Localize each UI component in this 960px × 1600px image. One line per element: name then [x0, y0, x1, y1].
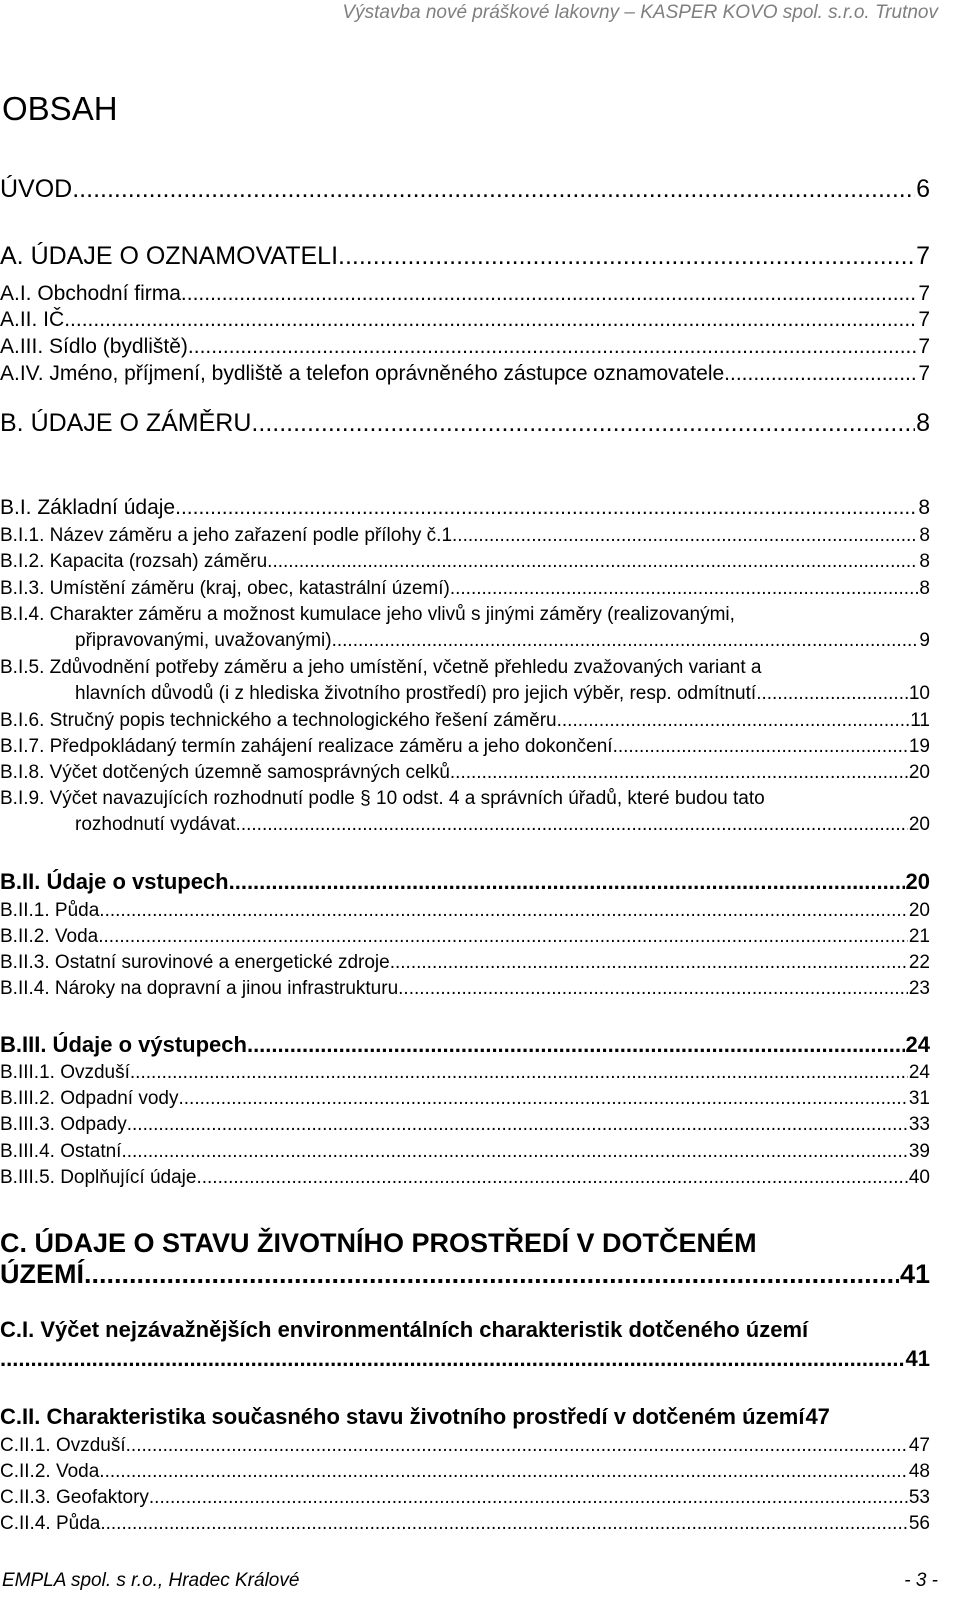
toc-page-number: 48: [908, 1461, 930, 1482]
toc-label: A.II. IČ: [0, 308, 65, 331]
dot-leader: [332, 630, 919, 652]
toc-label-first-line: C.I. Výčet nejzávažnějších environmentálních charakteristik dotčeného území: [0, 1317, 809, 1342]
dot-leader: [267, 551, 918, 573]
toc-page-number: 24: [905, 1032, 930, 1057]
toc-entry-b-i[interactable]: [0, 496, 930, 520]
toc-entry-c-ii-4[interactable]: [0, 1513, 930, 1535]
toc-page-number: 11: [910, 710, 930, 731]
toc-label: A.I. Obchodní firma: [0, 282, 181, 305]
toc-entry-b-iii-5[interactable]: [0, 1167, 930, 1189]
toc-page-number: 56: [908, 1513, 930, 1534]
dot-leader: [450, 578, 919, 600]
dot-leader: [99, 900, 908, 922]
toc-page-number: 22: [908, 952, 930, 973]
toc-entry-b-ii-2[interactable]: [0, 926, 930, 948]
toc-entry-c-i[interactable]: [0, 1317, 930, 1372]
toc-label: B.I.8. Výčet dotčených územně samosprávných celků: [0, 762, 450, 783]
toc-page-number: 23: [908, 978, 930, 999]
footer-page-number: - 3 -: [904, 1570, 938, 1591]
toc-entry-b-ii-1[interactable]: [0, 900, 930, 922]
toc-label-first-line: B.I.4. Charakter záměru a možnost kumulace jeho vlivů s jinými záměry (realizovanými,: [0, 604, 735, 625]
toc-page-number: 7: [916, 242, 930, 270]
toc-entry-a-iii[interactable]: [0, 335, 930, 359]
toc-entry-b-iii-2[interactable]: [0, 1088, 930, 1110]
toc-entry-c-ii-3[interactable]: [0, 1487, 930, 1509]
dot-leader: [450, 762, 908, 784]
toc-page-number: 31: [908, 1088, 930, 1109]
toc-entry-b-iii[interactable]: [0, 1032, 930, 1058]
dot-leader: [724, 362, 917, 386]
toc-label: B.III. Údaje o výstupech: [0, 1032, 247, 1057]
toc-label: B.I.3. Umístění záměru (kraj, obec, katastrální území): [0, 578, 450, 599]
toc-page-number: 19: [908, 736, 930, 757]
dot-leader: [130, 1062, 908, 1084]
toc-label: B.III.1. Ovzduší: [0, 1062, 130, 1083]
toc-page-number: 7: [918, 362, 930, 385]
toc-label: A. ÚDAJE O OZNAMOVATELI: [0, 242, 339, 270]
toc-page-number: 7: [918, 308, 930, 331]
toc-entry-c[interactable]: [0, 1228, 930, 1290]
toc-entry-c-ii-2[interactable]: [0, 1461, 930, 1483]
toc-label-first-line: C. ÚDAJE O STAVU ŽIVOTNÍHO PROSTŘEDÍ V DOTČENÉM: [0, 1228, 757, 1258]
dot-leader: [251, 409, 915, 438]
toc-page-number: 10: [908, 683, 930, 704]
toc-label: B.I.6. Stručný popis technického a technologického řešení záměru: [0, 710, 557, 731]
dot-leader: [149, 1487, 908, 1509]
toc-entry-b[interactable]: [0, 409, 930, 438]
toc-entry-b-i-1[interactable]: [0, 525, 930, 547]
toc-label: rozhodnutí vydávat: [75, 814, 236, 835]
toc-page-number: 21: [908, 926, 930, 947]
toc-page-number: 47: [805, 1404, 830, 1429]
dot-leader: [613, 736, 908, 758]
toc-label: B.II.3. Ostatní surovinové a energetické zdroje: [0, 952, 390, 973]
toc-entry-b-ii-3[interactable]: [0, 952, 930, 974]
toc-entry-b-ii-4[interactable]: [0, 978, 930, 1000]
dot-leader: [236, 814, 908, 836]
toc-entry-b-i-3[interactable]: [0, 578, 930, 600]
toc-label: C.II. Charakteristika současného stavu životního prostředí v dotčeném území: [0, 1404, 805, 1429]
toc-entry-b-iii-4[interactable]: [0, 1141, 930, 1163]
dot-leader: [229, 869, 905, 895]
toc-label: B.III.2. Odpadní vody: [0, 1088, 179, 1109]
dot-leader: [756, 683, 908, 705]
toc-page-number: 20: [905, 869, 930, 894]
toc-label: B.III.5. Doplňující údaje: [0, 1167, 197, 1188]
toc-entry-b-iii-3[interactable]: [0, 1114, 930, 1136]
dot-leader: [84, 1259, 899, 1290]
dot-leader: [175, 496, 917, 520]
toc-entry-b-i-5[interactable]: [0, 657, 930, 705]
toc-label: B.II.2. Voda: [0, 926, 99, 947]
toc-label: C.II.4. Půda: [0, 1513, 101, 1534]
toc-entry-c-ii[interactable]: [0, 1404, 930, 1430]
toc-entry-a-i[interactable]: [0, 282, 930, 306]
toc-label: B.II.1. Půda: [0, 900, 100, 921]
dot-leader: [338, 242, 915, 271]
toc-label: B.I.1. Název záměru a jeho zařazení podle přílohy č.1: [0, 525, 453, 546]
toc-page-number: 33: [908, 1114, 930, 1135]
dot-leader: [72, 175, 915, 204]
toc-page-number: 20: [908, 762, 930, 783]
toc-label-first-line: B.I.5. Zdůvodnění potřeby záměru a jeho umístění, včetně přehledu zvažovaných variant a: [0, 657, 762, 678]
toc-page-number: 8: [918, 496, 930, 519]
toc-entry-b-iii-1[interactable]: [0, 1062, 930, 1084]
dot-leader: [188, 335, 917, 359]
dot-leader: [196, 1167, 907, 1189]
toc-label: připravovanými, uvažovanými): [75, 630, 332, 651]
toc-page-number: 20: [908, 814, 930, 835]
toc-entry-b-i-9[interactable]: [0, 788, 930, 836]
toc-entry-a[interactable]: [0, 242, 930, 271]
toc-page-number: 47: [908, 1435, 930, 1456]
toc-label: hlavních důvodů (i z hlediska životního prostředí) pro jejich výběr, resp. odmítnutí: [75, 683, 757, 704]
dot-leader: [121, 1141, 907, 1163]
toc-entry-b-i-8[interactable]: [0, 762, 930, 784]
toc-page-number: 7: [918, 282, 930, 305]
toc-entry-b-i-4[interactable]: [0, 604, 930, 652]
toc-page-number: 8: [916, 409, 930, 437]
dot-leader: [179, 1088, 908, 1110]
toc-label: A.III. Sídlo (bydliště): [0, 335, 188, 358]
dot-leader: [100, 1513, 908, 1535]
toc-page-number: 41: [899, 1259, 930, 1289]
dot-leader: [390, 952, 908, 974]
toc-page-number: 6: [916, 175, 930, 203]
dot-leader: [247, 1032, 905, 1058]
toc-label: B.III.3. Odpady: [0, 1114, 127, 1135]
toc-page-number: 41: [905, 1346, 930, 1371]
dot-leader: [181, 282, 917, 306]
toc-entry-b-ii[interactable]: [0, 869, 930, 895]
dot-leader: [452, 525, 918, 547]
toc-label: B.I. Základní údaje: [0, 496, 176, 519]
toc-label: B.I.2. Kapacita (rozsah) záměru: [0, 551, 268, 572]
toc-entry-uvod[interactable]: [0, 175, 930, 204]
dot-leader: [398, 978, 908, 1000]
toc-label: B.I.7. Předpokládaný termín zahájení realizace záměru a jeho dokončení: [0, 736, 613, 757]
toc-label: ÚZEMÍ: [0, 1259, 84, 1289]
toc-label: B.III.4. Ostatní: [0, 1141, 122, 1162]
toc-entry-a-ii[interactable]: [0, 308, 930, 332]
toc-page-number: 7: [918, 335, 930, 358]
page-title: OBSAH: [2, 90, 118, 127]
toc-page-number: 53: [908, 1487, 930, 1508]
toc-page-number: 9: [919, 630, 930, 651]
toc-entry-b-i-7[interactable]: [0, 736, 930, 758]
toc-page-number: 40: [908, 1167, 930, 1188]
toc-label: C.II.2. Voda: [0, 1461, 100, 1482]
toc-entry-a-iv[interactable]: [0, 362, 930, 386]
dot-leader: [0, 1346, 905, 1372]
footer-company: EMPLA spol. s r.o., Hradec Králové: [2, 1570, 300, 1591]
toc-label: B. ÚDAJE O ZÁMĚRU: [0, 409, 252, 437]
toc-page-number: 39: [908, 1141, 930, 1162]
toc-entry-b-i-2[interactable]: [0, 551, 930, 573]
dot-leader: [127, 1114, 908, 1136]
toc-page-number: 8: [919, 525, 930, 546]
dot-leader: [64, 308, 917, 332]
toc-label: B.II.4. Nároky na dopravní a jinou infrastrukturu: [0, 978, 399, 999]
toc-label: A.IV. Jméno, příjmení, bydliště a telefon oprávněného zástupce oznamovatele: [0, 362, 725, 385]
toc-page-number: 8: [919, 551, 930, 572]
toc-entry-b-i-6[interactable]: [0, 710, 930, 732]
dot-leader: [98, 926, 908, 948]
toc-label: ÚVOD: [0, 175, 73, 203]
toc-page-number: 20: [908, 900, 930, 921]
toc-label: C.II.3. Geofaktory: [0, 1487, 149, 1508]
toc-label-first-line: B.I.9. Výčet navazujících rozhodnutí podle § 10 odst. 4 a správních úřadů, které budou tato: [0, 788, 765, 809]
dot-leader: [126, 1435, 908, 1457]
toc-page-number: 8: [919, 578, 930, 599]
running-header: Výstavba nové práškové lakovny – KASPER KOVO spol. s.r.o. Trutnov: [342, 2, 938, 23]
dot-leader: [99, 1461, 908, 1483]
toc-label: C.II.1. Ovzduší: [0, 1435, 126, 1456]
toc-entry-c-ii-1[interactable]: [0, 1435, 930, 1457]
toc-label: B.II. Údaje o vstupech: [0, 869, 229, 894]
dot-leader: [557, 710, 910, 732]
toc-page-number: 24: [908, 1062, 930, 1083]
